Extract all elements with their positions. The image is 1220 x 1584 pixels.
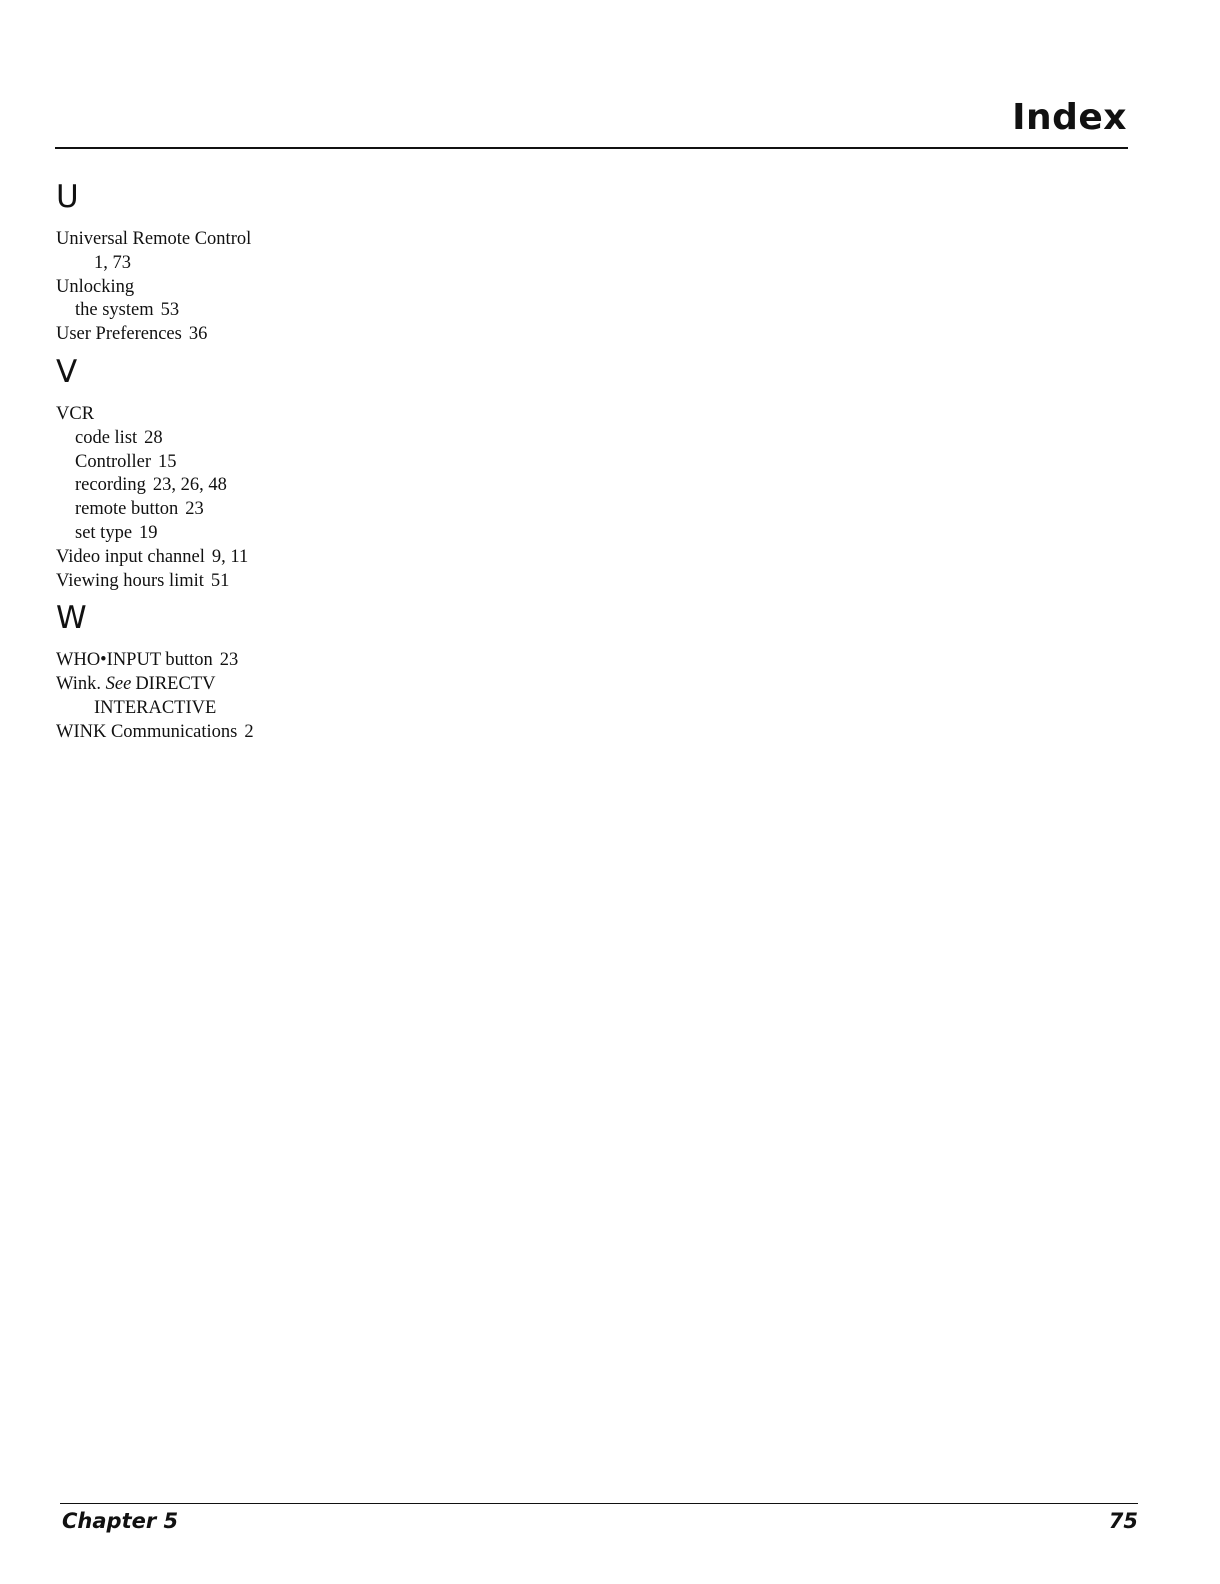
entry-term: INTERACTIVE — [94, 697, 217, 718]
index-entry — [56, 649, 556, 673]
entry-term: Universal Remote Control — [56, 229, 252, 249]
entry-term: remote button — [75, 499, 179, 520]
index-subentry — [56, 474, 556, 498]
index-subentry — [56, 498, 556, 522]
index-subentry — [56, 299, 556, 323]
entry-pages: 53 — [160, 300, 180, 321]
entry-pages: 36 — [188, 324, 208, 345]
see-reference-target: DIRECTV — [135, 674, 216, 695]
entry-term: Controller — [75, 451, 152, 472]
index-entry — [56, 403, 556, 427]
footer-divider — [60, 1503, 1138, 1504]
index-list — [56, 179, 556, 745]
entry-pages: 9, 11 — [211, 546, 249, 567]
index-section-u — [56, 179, 556, 347]
entry-term: recording — [75, 475, 146, 496]
footer-page-number: 75 — [1108, 1509, 1138, 1533]
page-title: Index — [1012, 97, 1127, 138]
entry-term: Video input channel — [56, 546, 205, 567]
entry-term: set type — [75, 522, 133, 543]
index-subentry — [56, 427, 556, 451]
index-section-v — [56, 353, 556, 593]
entry-term: Viewing hours limit — [56, 570, 204, 591]
index-subentry — [56, 451, 556, 475]
index-entry — [56, 546, 556, 570]
entry-term: 1, 73 — [94, 252, 131, 273]
entry-term: Unlocking — [56, 276, 135, 297]
footer-chapter-label: Chapter 5 — [62, 1509, 179, 1533]
entry-term: code list — [75, 427, 138, 448]
index-entry — [56, 276, 556, 300]
index-entry — [56, 570, 556, 594]
index-entry-continuation — [56, 697, 556, 721]
entry-pages: 28 — [144, 427, 163, 448]
index-entry — [56, 673, 556, 697]
section-letter: W — [56, 600, 87, 637]
index-section-w — [56, 600, 556, 744]
index-entry — [56, 323, 556, 347]
entry-pages: 15 — [158, 451, 177, 472]
index-entry — [56, 721, 556, 745]
section-letter: V — [56, 353, 78, 390]
entry-pages: 23, 26, 48 — [152, 475, 227, 496]
entry-term: Wink. — [56, 674, 101, 695]
entry-term: User Preferences — [56, 324, 182, 345]
entry-pages: 51 — [210, 570, 230, 591]
index-entry-continuation — [56, 252, 556, 276]
entry-pages: 19 — [139, 522, 158, 543]
entry-term: WINK Communications — [56, 721, 238, 742]
entry-term: WHO•INPUT button — [56, 650, 213, 671]
entry-term: the system — [75, 300, 154, 321]
see-reference-label: See — [105, 674, 132, 695]
entry-pages: 23 — [219, 650, 239, 671]
entry-term: VCR — [56, 403, 95, 424]
index-subentry — [56, 522, 556, 546]
entry-pages: 23 — [185, 499, 204, 520]
index-entry — [56, 228, 556, 252]
section-letter: U — [56, 179, 79, 215]
entry-pages: 2 — [244, 721, 254, 742]
header-divider — [55, 147, 1128, 149]
